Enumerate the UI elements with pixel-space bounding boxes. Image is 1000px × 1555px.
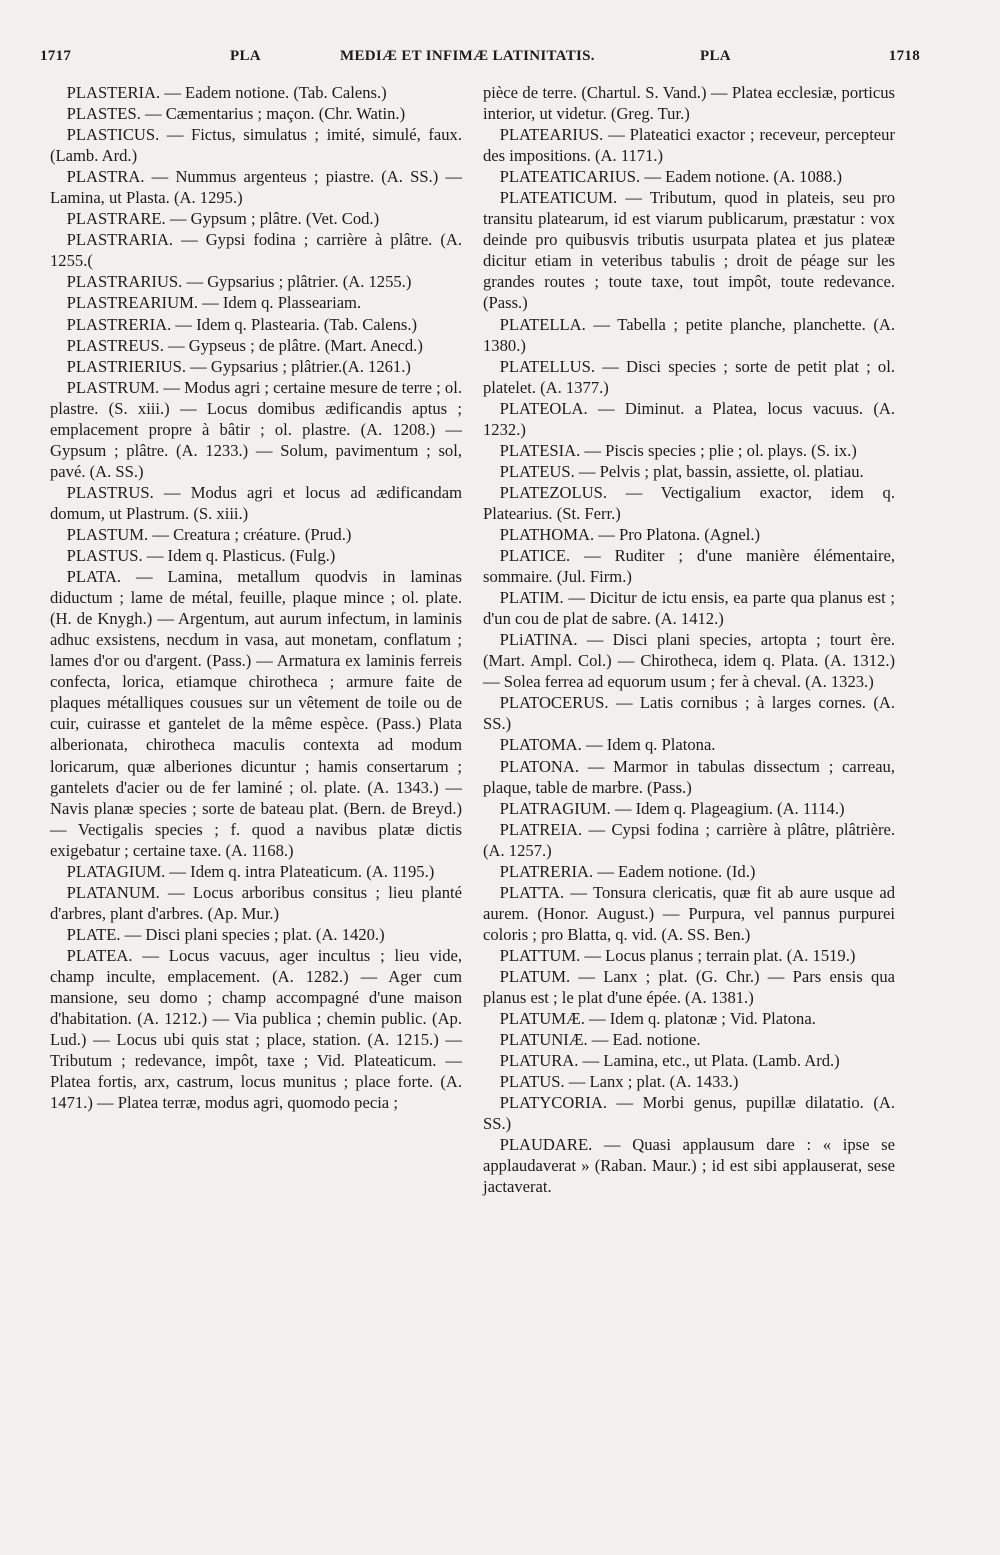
dictionary-entry: PLATOCERUS. — Latis cornibus ; à larges cornes. (A. SS.) xyxy=(483,693,895,734)
dictionary-entry: PLASTRARE. — Gypsum ; plâtre. (Vet. Cod.) xyxy=(66,209,380,229)
dictionary-entry: PLiATINA. — Disci plani species, artopta ; tourt ère. (Mart. Ampl. Col.) — Chirotheca, idem q. Plata. (A. 1312.) — Solea ferrea ad equorum usum ; fer à cheval. (A. 1323.) xyxy=(483,630,895,692)
dictionary-entry: PLATE. — Disci plani species ; plat. (A. 1420.) xyxy=(66,924,385,944)
dictionary-entry: PLATAGIUM. — Idem q. intra Plateaticum. (A. 1195.) xyxy=(66,861,435,881)
dictionary-entry: PLASTUM. — Creatura ; créature. (Prud.) xyxy=(66,524,352,544)
dictionary-entry: PLATIM. — Dicitur de ictu ensis, ea parte qua planus est ; d'un cou de plat de sabre. (A. 1412.) xyxy=(483,588,895,629)
dictionary-entry: PLATANUM. — Locus arboribus consitus ; lieu planté d'arbres, plant d'arbres. (Ap. Mur.) xyxy=(50,882,462,923)
dictionary-entry: PLATESIA. — Piscis species ; plie ; ol. plays. (S. ix.) xyxy=(499,440,857,460)
dictionary-entry: PLASTRARIUS. — Gypsarius ; plâtrier. (A. 1255.) xyxy=(66,272,412,292)
dictionary-entry: PLATUM. — Lanx ; plat. (G. Chr.) — Pars ensis qua planus est ; le plat d'une épée. (A. 1381.) xyxy=(483,966,895,1008)
dictionary-entry: PLASTREUS. — Gypseus ; de plâtre. (Mart. Anecd.) xyxy=(66,335,423,355)
running-header xyxy=(40,48,920,72)
left-column xyxy=(50,82,462,1113)
dictionary-entry: PLATEUS. — Pelvis ; plat, bassin, assiette, ol. platiau. xyxy=(499,461,864,481)
dictionary-entry: PLATUNIÆ. — Ead. notione. xyxy=(499,1030,701,1050)
dictionary-entry: PLATOMA. — Idem q. Platona. xyxy=(499,735,716,755)
dictionary-entry: PLATTUM. — Locus planus ; terrain plat. (A. 1519.) xyxy=(499,945,856,965)
dictionary-entry: PLASTRARIA. — Gypsi fodina ; carrière à plâtre. (A. 1255.( xyxy=(50,230,462,271)
running-title: MEDIÆ ET INFIMÆ LATINITATIS. xyxy=(340,48,595,64)
dictionary-entry: PLASTRUS. — Modus agri et locus ad ædificandam domum, ut Plastrum. (S. xiii.) xyxy=(50,482,462,523)
dictionary-entry: PLATUMÆ. — Idem q. platonæ ; Vid. Platona. xyxy=(499,1009,816,1029)
entry-continuation: pièce de terre. (Chartul. S. Vand.) — Platea ecclesiæ, porticus interior, ut videtur. (Greg. Tur.) xyxy=(483,83,895,124)
dictionary-entry: PLATELLUS. — Disci species ; sorte de petit plat ; ol. platelet. (A. 1377.) xyxy=(483,356,895,397)
dictionary-entry: PLAUDARE. — Quasi applausum dare : « ipse se applaudaverat » (Raban. Maur.) ; id est sibi applauserat, sese jactaverat. xyxy=(483,1135,895,1197)
dictionary-entry: PLASTRA. — Nummus argenteus ; piastre. (A. SS.) — Lamina, ut Plasta. (A. 1295.) xyxy=(50,167,462,208)
right-column xyxy=(483,82,895,1197)
dictionary-entry: PLATURA. — Lamina, etc., ut Plata. (Lamb. Ard.) xyxy=(499,1051,840,1071)
dictionary-entry: PLASTRUM. — Modus agri ; certaine mesure de terre ; ol. plastre. (S. xiii.) — Locus domibus ædificandis aptus ; emplacement propre à bâtir ; ol. plastre. (A. 1208.) — Gypsum ; plâtre. (A. 1233.) — Solum, pavimentum ; sol, pavé. (A. SS.) xyxy=(50,377,462,481)
dictionary-entry: PLATUS. — Lanx ; plat. (A. 1433.) xyxy=(499,1072,739,1092)
dictionary-entry: PLATEZOLUS. — Vectigalium exactor, idem q. Platearius. (St. Ferr.) xyxy=(483,482,895,523)
dictionary-entry: PLATRERIA. — Eadem notione. (Id.) xyxy=(499,861,756,881)
dictionary-entry: PLATEA. — Locus vacuus, ager incultus ; lieu vide, champ inculte, emplacement. (A. 1282.) — Ager cum mansione, seu domo ; champ accompagné d'une maison d'habitation. (A. 1212.) — Via publica ; chemin public. (Ap. Lud.) — Locus ubi quis stat ; place, station. (A. 1215.) — Tributum ; redevance, impôt, taxe ; Vid. Plateaticum. — Platea fortis, arx, castrum, locus munitus ; place forte. (A. 1471.) — Platea terræ, modus agri, quomodo pecia ; xyxy=(50,945,462,1113)
dictionary-entry: PLASTRIERIUS. — Gypsarius ; plâtrier.(A. 1261.) xyxy=(66,356,411,376)
dictionary-entry: PLATICE. — Ruditer ; d'une manière élémentaire, sommaire. (Jul. Firm.) xyxy=(483,546,895,587)
dictionary-entry: PLASTREARIUM. — Idem q. Plasseariam. xyxy=(66,293,362,313)
dictionary-entry: PLATRAGIUM. — Idem q. Plageagium. (A. 1114.) xyxy=(499,798,845,818)
dictionary-entry: PLATA. — Lamina, metallum quodvis in laminas diductum ; lame de métal, feuille, plaque mince ; ol. plate. (H. de Knygh.) — Argentum, aut aurum infectum, in laminis adhuc exsistens, necdum in vasa, aut monetam, conflatum ; lames d'or ou d'argent. (Pass.) — Armatura ex laminis ferreis confecta, lorica, etiamque chirotheca ; armure faite de plaques métalliques cousues sur un vêtement de toile ou de cuir, cuirasse et gantelet de la même espèce. (Pass.) Plata alberionata, chirotheca maculis contexta ad modum loricarum, quæ alberiones dicuntur ; hamis consertarum ; gantelets d'acier ou de fer laminé ; ol. plate. (A. 1343.) — Navis planæ species ; sorte de bateau plat. (Bern. de Breyd.) — Vectigalis species ; f. quod a navibus platæ dictis exigebatur ; certaine taxe. (A. 1168.) xyxy=(50,567,462,860)
dictionary-entry: PLATONA. — Marmor in tabulas dissectum ; carreau, plaque, table de marbre. (Pass.) xyxy=(483,756,895,797)
dictionary-entry: PLASTICUS. — Fictus, simulatus ; imité, simulé, faux. (Lamb. Ard.) xyxy=(50,125,462,166)
dictionary-entry: PLASTERIA. — Eadem notione. (Tab. Calens.) xyxy=(66,83,387,102)
dictionary-entry: PLASTUS. — Idem q. Plasticus. (Fulg.) xyxy=(66,546,336,566)
dictionary-entry: PLATEATICARIUS. — Eadem notione. (A. 1088.) xyxy=(499,167,843,187)
dictionary-entry: PLATHOMA. — Pro Platona. (Agnel.) xyxy=(499,524,761,544)
dictionary-entry: PLATEOLA. — Diminut. a Platea, locus vacuus. (A. 1232.) xyxy=(483,398,895,439)
dictionary-entry: PLATEARIUS. — Plateatici exactor ; receveur, percepteur des impositions. (A. 1171.) xyxy=(483,125,895,166)
dictionary-entry: PLATREIA. — Cypsi fodina ; carrière à plâtre, plâtrière. (A. 1257.) xyxy=(483,819,895,860)
dictionary-entry: PLATELLA. — Tabella ; petite planche, planchette. (A. 1380.) xyxy=(483,314,895,355)
dictionary-entry: PLATTA. — Tonsura clericatis, quæ fit ab aure usque ad aurem. (Honor. August.) — Purpura, vel pannus purpurei coloris ; pro Blatta, q. vid. (A. SS. Ben.) xyxy=(483,882,895,944)
dictionary-entry: PLASTES. — Cæmentarius ; maçon. (Chr. Watin.) xyxy=(66,104,406,124)
right-guide-word: PLA xyxy=(700,48,731,64)
dictionary-entry: PLASTRERIA. — Idem q. Plastearia. (Tab. Calens.) xyxy=(66,314,418,334)
dictionary-entry: PLATEATICUM. — Tributum, quod in plateis, seu pro transitu platearum, id est viarum publicarum, præstatur : vox deinde pro quibusvis tributis usurpata platea et jus plateæ dicitur etiam in veteribus tabulis ; droit de péage sur les grandes routes ; toute taxe, tout impôt, toute redevance. (Pass.) xyxy=(483,188,895,313)
right-page-number: 1718 xyxy=(888,48,920,64)
dictionary-entry: PLATYCORIA. — Morbi genus, pupillæ dilatatio. (A. SS.) xyxy=(483,1093,895,1134)
left-page-number: 1717 xyxy=(40,48,72,64)
left-guide-word: PLA xyxy=(230,48,261,64)
